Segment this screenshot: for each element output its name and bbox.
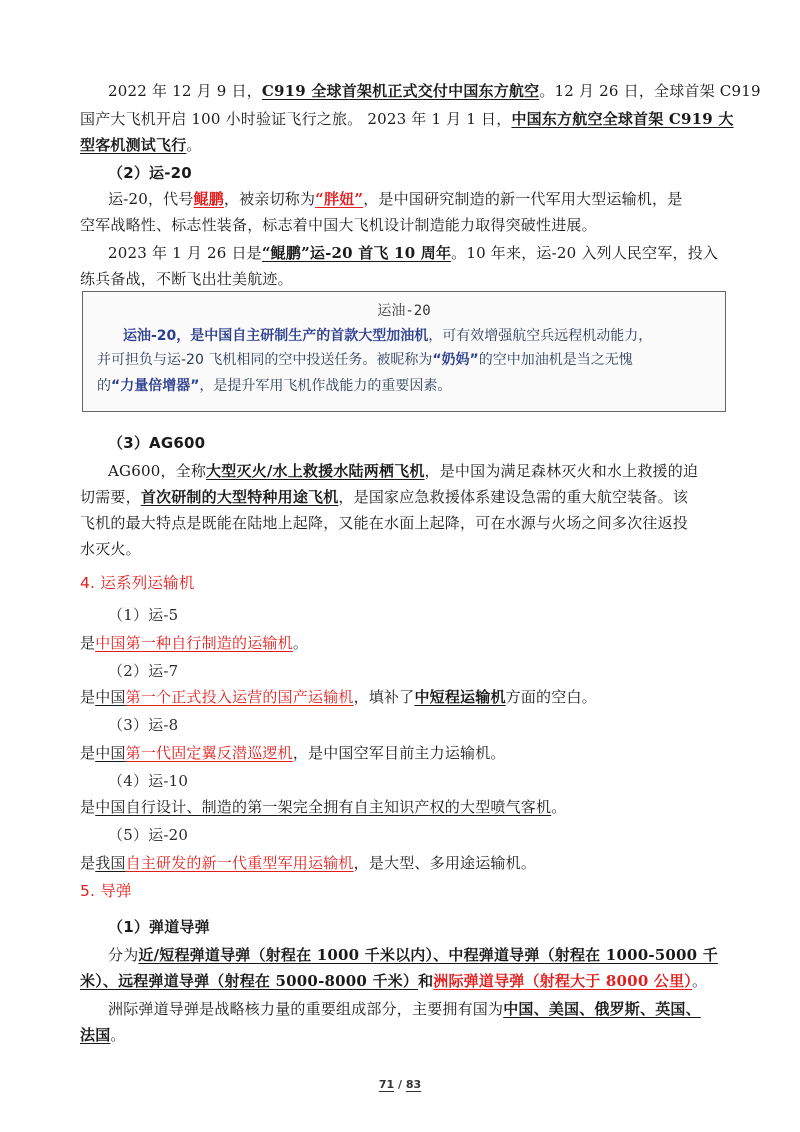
text: ，是国家应急救援体系建设急需的重大航空装备。该 xyxy=(338,488,689,506)
highlight: 自主研发的新一代重型军用运输机 xyxy=(125,854,354,872)
highlight: C919 全球首架机正式交付中国东方航空 xyxy=(261,82,540,100)
para-anniv-line1 xyxy=(108,242,754,264)
quote-title: 运油-20 xyxy=(377,303,431,319)
text: ，被亲切称为 xyxy=(223,190,316,208)
page-number xyxy=(0,1078,800,1091)
para-anniv-line2: 练兵备战，不断飞出壮美航迹。 xyxy=(80,270,293,288)
highlight: 近/短程弹道导弹（射程在 1000 千米以内）、中程弹道导弹（射程在 1000-5000 千 xyxy=(138,946,718,964)
highlight: “胖妞” xyxy=(315,190,364,208)
quote-line2 xyxy=(97,350,633,370)
text: 是 xyxy=(80,854,96,872)
text: 运-20，代号 xyxy=(108,190,194,208)
highlight: 我国 xyxy=(95,854,126,872)
item-label-y7: （2）运-7 xyxy=(108,662,179,680)
highlight: 中国东方航空全球首架 C919 大 xyxy=(511,110,734,128)
highlight: “力量倍增器” xyxy=(111,378,200,394)
text: 是 xyxy=(80,798,96,816)
text: 是 xyxy=(80,634,96,652)
item-label-y20: （5）运-20 xyxy=(108,826,189,844)
highlight: 洲际弹道导弹（射程大于 8000 公里） xyxy=(433,972,692,990)
page-total: 83 xyxy=(405,1078,422,1091)
text: ，可有效增强航空兵远程机动能力， xyxy=(428,328,653,344)
text: 是 xyxy=(80,744,96,762)
highlight: 第一代固定翼反潜巡逻机 xyxy=(125,744,293,762)
text: ，是中国研究制造的新一代军用大型运输机，是 xyxy=(363,190,683,208)
para-icbm-line1 xyxy=(108,998,754,1020)
text: 切需要， xyxy=(80,488,141,506)
section-heading-transport: 4. 运系列运输机 xyxy=(80,574,195,592)
highlight: 中国 xyxy=(95,688,126,706)
text: 。 xyxy=(110,1026,126,1044)
highlight: “鲲鹏”运-20 首飞 10 周年 xyxy=(261,244,452,262)
item-text-y8 xyxy=(80,742,726,764)
item-label-y5: （1）运-5 xyxy=(108,606,179,624)
para-y20-line1 xyxy=(108,188,754,210)
text: ，是中国为满足森林灭火和水上救援的迫 xyxy=(424,462,699,480)
quote-box-yy20 xyxy=(82,291,726,412)
text: AG600，全称 xyxy=(108,462,207,480)
item-label-y10: （4）运-10 xyxy=(108,772,189,790)
heading-ballistic: （1）弹道导弹 xyxy=(108,918,210,936)
para-icbm-line2 xyxy=(80,1024,726,1046)
highlight: 第一个正式投入运营的国产运输机 xyxy=(125,688,354,706)
text: 2022 年 12 月 9 日， xyxy=(108,82,262,100)
highlight: “奶妈” xyxy=(432,352,479,368)
text: 方面的空白。 xyxy=(505,688,597,706)
page-separator: / xyxy=(394,1078,406,1091)
text: 的空中加油机是当之无愧 xyxy=(478,352,633,368)
text: ，是提升军用飞机作战能力的重要因素。 xyxy=(199,378,452,394)
highlight: 大型灭火/水上救援水陆两栖飞机 xyxy=(206,462,425,480)
text: ，是中国空军目前主力运输机。 xyxy=(292,744,506,762)
text: 。 xyxy=(186,136,202,154)
text: 。 xyxy=(551,798,567,816)
highlight: 型客机测试飞行 xyxy=(80,136,187,154)
text: 和 xyxy=(418,972,434,990)
quote-line3 xyxy=(97,376,451,396)
para-ag600-line4: 水灭火。 xyxy=(80,540,141,558)
highlight: 首次研制的大型特种用途飞机 xyxy=(140,488,339,506)
para-ag600-line3: 飞机的最大特点是既能在陆地上起降，又能在水面上起降，可在水源与火场之间多次往返投 xyxy=(80,514,689,532)
highlight: 中国自行设计、制造的第一架完全拥有自主知识产权的大型喷气客机 xyxy=(95,798,552,816)
highlight: 法国 xyxy=(80,1026,111,1044)
text: 的 xyxy=(97,378,111,394)
para-ballistic-line2 xyxy=(80,970,726,992)
text: 。 xyxy=(292,634,309,652)
text: 。10 年来，运-20 入列人民空军，投入 xyxy=(451,244,719,262)
item-text-y20 xyxy=(80,852,726,874)
text: 洲际弹道导弹是战略核力量的重要组成部分，主要拥有国为 xyxy=(108,1000,504,1018)
highlight: 中国、美国、俄罗斯、英国、 xyxy=(503,1000,701,1018)
text: 。 xyxy=(691,972,708,990)
text: ，填补了 xyxy=(353,688,415,706)
para-ballistic-line1 xyxy=(108,944,754,966)
para-c919-line1 xyxy=(108,80,761,102)
heading-y20: （2）运-20 xyxy=(108,164,192,182)
highlight: 中国第一种自行制造的运输机 xyxy=(95,634,293,652)
item-text-y7 xyxy=(80,686,726,708)
text: 分为 xyxy=(108,946,139,964)
text: 是 xyxy=(80,688,96,706)
item-text-y10 xyxy=(80,796,726,818)
para-c919-line3 xyxy=(80,134,726,156)
highlight: 米）、远程弹道导弹（射程在 5000-8000 千米） xyxy=(80,972,419,990)
para-ag600-line2 xyxy=(80,486,726,508)
quote-line1 xyxy=(123,326,652,346)
highlight: 运油-20，是中国自主研制生产的首款大型加油机 xyxy=(123,328,429,344)
text: 国产大飞机开启 100 小时验证飞行之旅。 2023 年 1 月 1 日， xyxy=(80,110,512,128)
page-current: 71 xyxy=(378,1078,395,1091)
item-text-y5 xyxy=(80,632,726,654)
text: ，是大型、多用途运输机。 xyxy=(353,854,537,872)
para-y20-line2: 空军战略性、标志性装备，标志着中国大飞机设计制造能力取得突破性进展。 xyxy=(80,216,597,234)
text: 并可担负与运-20 飞机相同的空中投送任务。被昵称为 xyxy=(97,352,433,368)
highlight: 鲲鹏 xyxy=(193,190,224,208)
para-c919-line2 xyxy=(80,108,734,130)
highlight: 中短程运输机 xyxy=(414,688,506,706)
text: 2023 年 1 月 26 日是 xyxy=(108,244,262,262)
text: 。12 月 26 日，全球首架 C919 xyxy=(539,82,761,100)
heading-ag600: （3）AG600 xyxy=(108,434,206,452)
section-heading-missile: 5. 导弹 xyxy=(80,882,132,900)
item-label-y8: （3）运-8 xyxy=(108,716,179,734)
para-ag600-line1 xyxy=(108,460,754,482)
highlight: 中国 xyxy=(95,744,126,762)
